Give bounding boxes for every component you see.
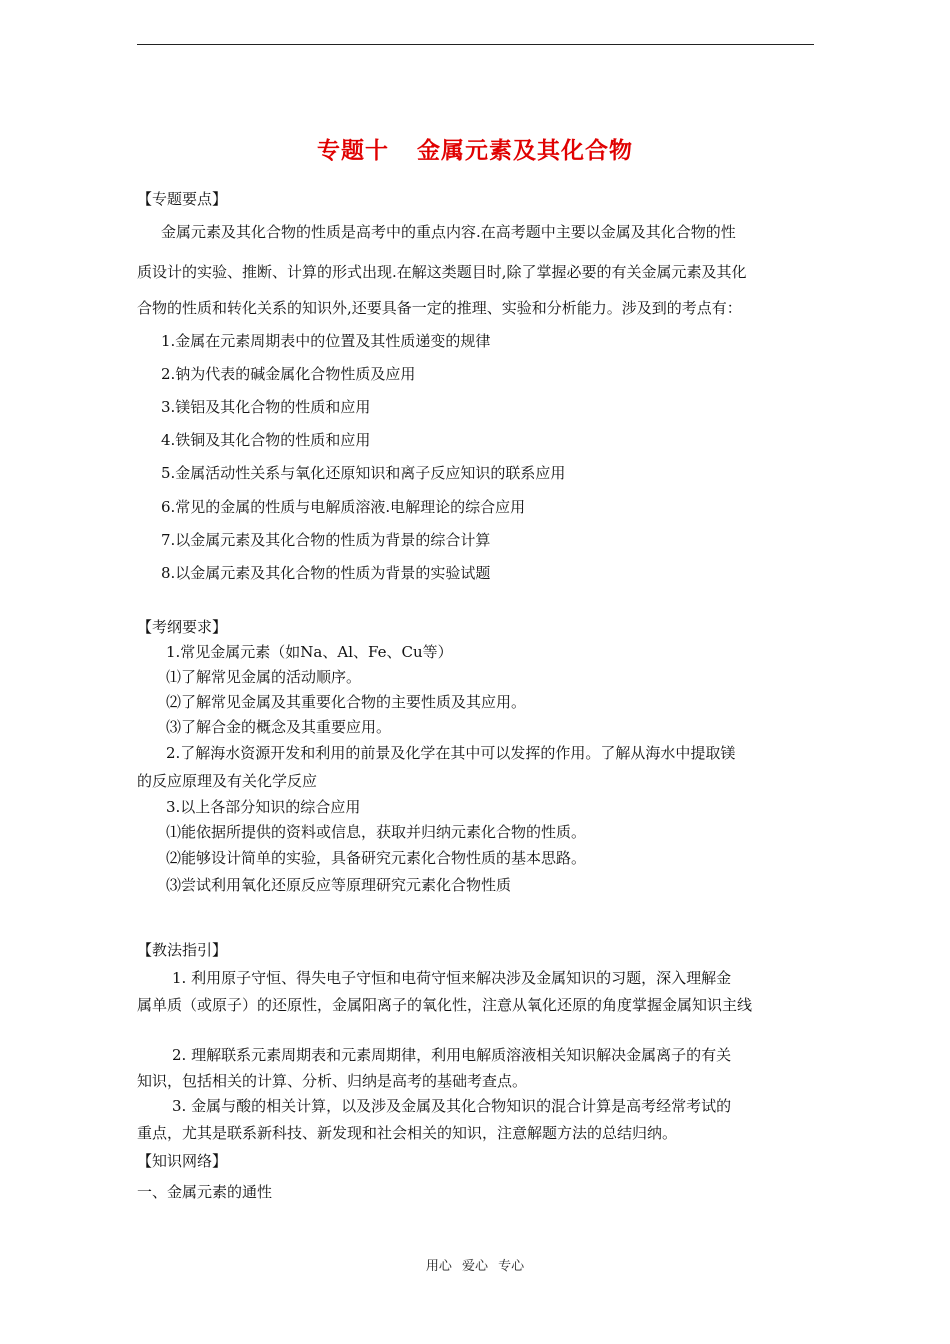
syllabus-line: 2.了解海水资源开发和利用的前景及化学在其中可以发挥的作用。了解从海水中提取镁 [166,744,736,762]
key-point-item: 8.以金属元素及其化合物的性质为背景的实验试题 [161,564,491,582]
teaching-guide-line: 知识，包括相关的计算、分析、归纳是高考的基础考查点。 [137,1072,528,1090]
header-rule [137,44,814,45]
subsection-title: 一、金属元素的通性 [137,1183,273,1201]
section-heading-key-points: 【专题要点】 [137,190,228,208]
teaching-guide-line: 重点，尤其是联系新科技、新发现和社会相关的知识，注意解题方法的总结归纳。 [137,1124,678,1142]
key-point-item: 3.镁铝及其化合物的性质和应用 [161,398,371,416]
syllabus-line: 1.常见金属元素（如Na、Al、Fe、Cu等） [166,643,453,661]
intro-paragraph-line: 合物的性质和转化关系的知识外,还要具备一定的推理、实验和分析能力。涉及到的考点有： [137,299,742,317]
syllabus-line: ⑴了解常见金属的活动顺序。 [166,668,362,686]
section-heading-teaching-guide: 【教法指引】 [137,941,228,959]
key-point-item: 5.金属活动性关系与氧化还原知识和离子反应知识的联系应用 [161,464,566,482]
syllabus-line: ⑶尝试利用氧化还原反应等原理研究元素化合物性质 [166,876,512,894]
teaching-guide-line: 1. 利用原子守恒、得失电子守恒和电荷守恒来解决涉及金属知识的习题，深入理解金 [172,969,732,987]
section-heading-knowledge-network: 【知识网络】 [137,1152,228,1170]
syllabus-line: 的反应原理及有关化学反应 [137,772,318,790]
key-point-item: 4.铁铜及其化合物的性质和应用 [161,431,371,449]
key-point-item: 1.金属在元素周期表中的位置及其性质递变的规律 [161,332,491,350]
key-point-item: 7.以金属元素及其化合物的性质为背景的综合计算 [161,531,491,549]
intro-paragraph-line: 金属元素及其化合物的性质是高考中的重点内容.在高考题中主要以金属及其化合物的性 [161,223,736,241]
key-point-item: 6.常见的金属的性质与电解质溶液.电解理论的综合应用 [161,498,526,516]
intro-paragraph-line: 质设计的实验、推断、计算的形式出现.在解这类题目时,除了掌握必要的有关金属元素及其化 [137,263,747,281]
key-point-item: 2.钠为代表的碱金属化合物性质及应用 [161,365,416,383]
syllabus-line: ⑵能够设计简单的实验，具备研究元素化合物性质的基本思路。 [166,849,587,867]
page-footer: 用心 爱心 专心 [425,1259,525,1274]
section-heading-syllabus: 【考纲要求】 [137,618,228,636]
teaching-guide-line: 2. 理解联系元素周期表和元素周期律，利用电解质溶液相关知识解决金属离子的有关 [172,1046,732,1064]
syllabus-line: ⑵了解常见金属及其重要化合物的主要性质及其应用。 [166,693,527,711]
page-title [0,132,950,165]
title-topic-name: 金属元素及其化合物 [417,138,633,164]
syllabus-line: ⑴能依据所提供的资料或信息，获取并归纳元素化合物的性质。 [166,823,587,841]
title-topic-number: 专题十 [317,138,389,164]
syllabus-line: 3.以上各部分知识的综合应用 [166,798,361,816]
teaching-guide-line: 3. 金属与酸的相关计算，以及涉及金属及其化合物知识的混合计算是高考经常考试的 [172,1097,732,1115]
teaching-guide-line: 属单质（或原子）的还原性，金属阳离子的氧化性，注意从氧化还原的角度掌握金属知识主线 [137,996,753,1014]
syllabus-line: ⑶了解合金的概念及其重要应用。 [166,718,392,736]
